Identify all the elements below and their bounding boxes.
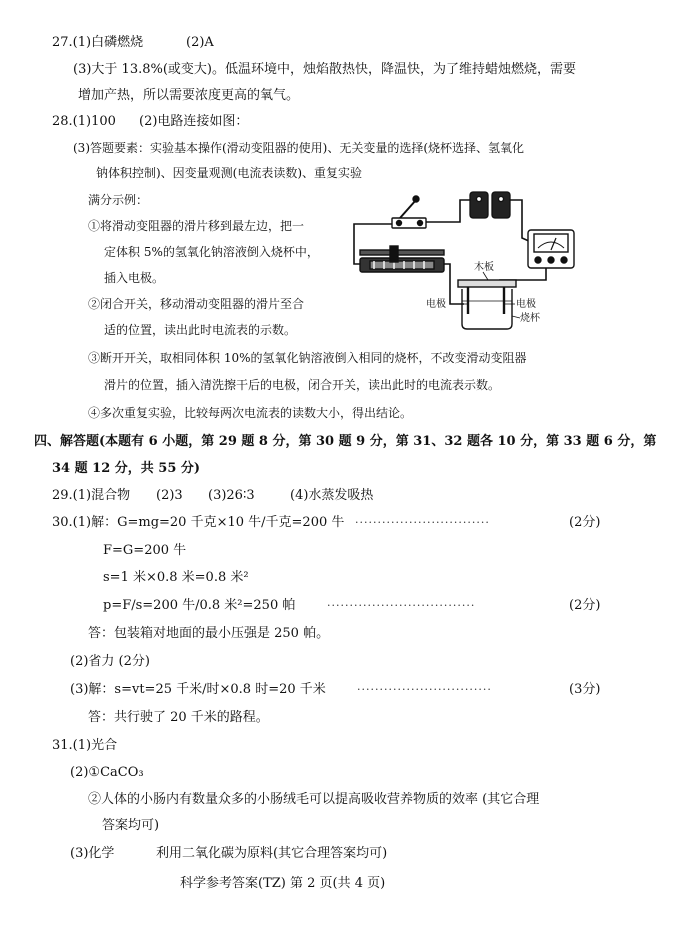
- q28-line3: 钠体积控制)、因变量观测(电流表读数)、重复实验: [96, 166, 363, 180]
- q30-line6: (2)省力 (2分): [70, 654, 150, 669]
- q28-step4: ④多次重复实验，比较每两次电流表的读数大小，得出结论。: [88, 406, 413, 420]
- q28-step3b: 滑片的位置，插入清洗擦干后的电极，闭合开关，读出此时的电流表示数。: [104, 378, 501, 392]
- q28-line2: (3)答题要素：实验基本操作(滑动变阻器的使用)、无关变量的选择(烧杯选择、氢氧化: [73, 141, 525, 155]
- section4-heading-line2: 34 题 12 分，共 55 分): [52, 461, 201, 476]
- q27-line2: (3)大于 13.8%(或变大)。低温环境中，烛焰散热快，降温快，为了维持蜡烛燃烧，需要: [73, 62, 576, 77]
- battery-icon: [470, 192, 510, 218]
- q31-line5a: (3)化学: [70, 846, 115, 861]
- q30-line1: 30.(1)解：G=mg=20 千克×10 牛/千克=200 牛: [52, 515, 345, 530]
- q31-line3: ②人体的小肠内有数量众多的小肠绒毛可以提高吸收营养物质的效率 (其它合理: [88, 792, 540, 807]
- q31-line2: (2)①CaCO₃: [70, 765, 144, 780]
- beaker-icon: [458, 280, 516, 329]
- q30-line7-dots: ······························: [357, 683, 492, 696]
- q30-line7-score: (3分): [569, 682, 601, 697]
- q28-line1b: (2)电路连接如图：: [139, 114, 249, 129]
- q28-step3a: ③断开开关，取相同体积 10%的氢氧化钠溶液倒入相同的烧杯，不改变滑动变阻器: [88, 351, 527, 365]
- q30-line8: 答：共行驶了 20 千米的路程。: [88, 710, 269, 725]
- q31-line1: 31.(1)光合: [52, 738, 118, 753]
- q30-line4-score: (2分): [569, 598, 601, 613]
- q28-step2a: ②闭合开关，移动滑动变阻器的滑片至合: [88, 297, 305, 311]
- q27-line3: 增加产热，所以需要浓度更高的氧气。: [78, 88, 300, 103]
- q30-line4: p=F/s=200 牛/0.8 米²=250 帕: [103, 598, 296, 613]
- q30-line1-score: (2分): [569, 515, 601, 530]
- q30-line3: s=1 米×0.8 米=0.8 米²: [103, 570, 249, 585]
- switch-icon: [392, 196, 426, 228]
- label-electrode-left: 电极: [426, 299, 446, 310]
- q30-line1-dots: ······························: [355, 516, 490, 529]
- q28-step1b: 定体积 5%的氢氧化钠溶液倒入烧杯中，: [104, 245, 319, 259]
- q29-part3: (3)26∶3: [208, 488, 255, 503]
- label-board: 木板: [474, 262, 494, 273]
- q28-line1a: 28.(1)100: [52, 114, 116, 129]
- rheostat-icon: [360, 246, 444, 272]
- ammeter-icon: [528, 230, 574, 268]
- label-electrode-right: 电极: [516, 299, 536, 310]
- q28-line4: 满分示例：: [88, 193, 149, 207]
- q28-step1c: 插入电极。: [104, 271, 165, 285]
- page-footer: 科学参考答案(TZ) 第 2 页(共 4 页): [180, 876, 386, 891]
- section4-heading-line1: 四、解答题(本题有 6 小题，第 29 题 8 分，第 30 题 9 分，第 31、32 题各 10 分，第 33 题 6 分，第: [34, 434, 657, 449]
- circuit-diagram: [350, 186, 590, 332]
- q31-line4: 答案均可): [102, 818, 160, 833]
- q29-part4: (4)水蒸发吸热: [290, 488, 374, 503]
- q27-line1b: (2)A: [186, 35, 214, 50]
- q30-line7: (3)解：s=vt=25 千米/时×0.8 时=20 千米: [70, 682, 326, 697]
- q28-step2b: 适的位置，读出此时电流表的示数。: [104, 323, 297, 337]
- q30-line4-dots: ·································: [327, 599, 476, 612]
- q29-part2: (2)3: [156, 488, 183, 503]
- q31-line5b: 利用二氧化碳为原料(其它合理答案均可): [156, 846, 388, 861]
- q28-step1a: ①将滑动变阻器的滑片移到最左边，把一: [88, 219, 305, 233]
- q29-part1: 29.(1)混合物: [52, 488, 131, 503]
- label-beaker: 烧杯: [520, 313, 540, 324]
- wire-switch-battery: [422, 200, 472, 222]
- q27-line1a: 27.(1)白磷燃烧: [52, 35, 144, 50]
- q30-line5: 答：包装箱对地面的最小压强是 250 帕。: [88, 626, 330, 641]
- q30-line2: F=G=200 牛: [103, 543, 187, 558]
